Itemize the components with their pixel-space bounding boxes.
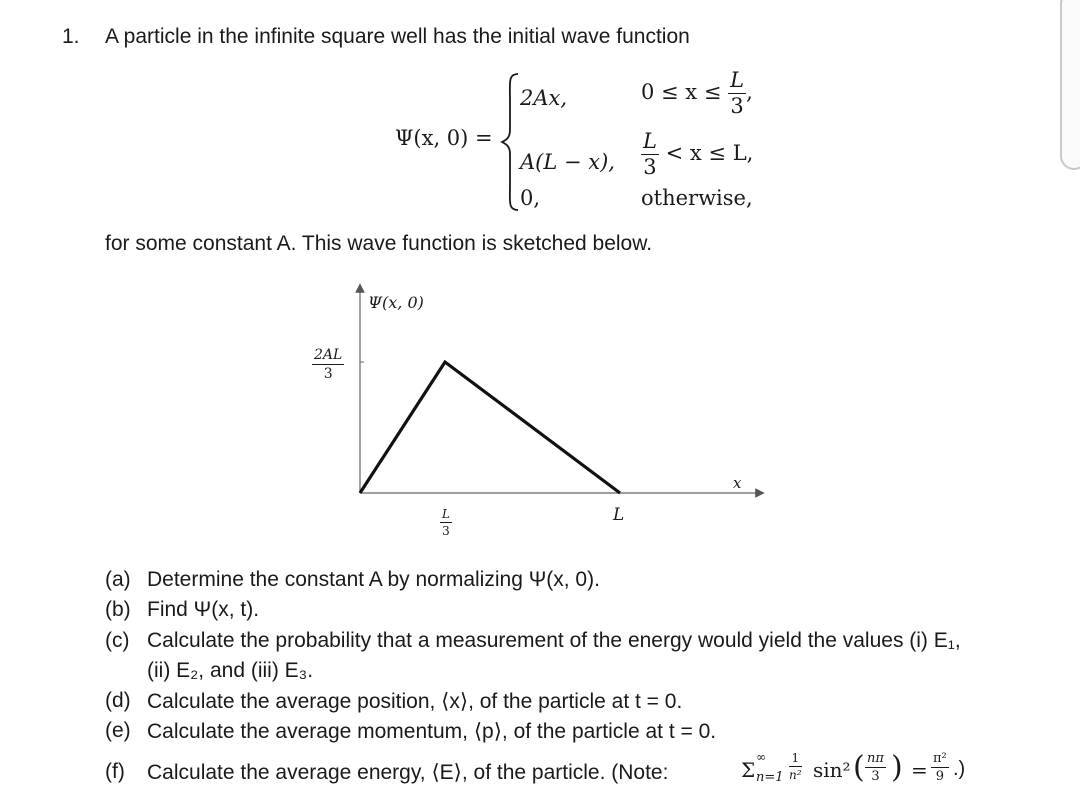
wave-function-sketch (300, 280, 770, 550)
part-a-label: (a) (105, 568, 131, 591)
part-c-text: Calculate the probability that a measurement of the energy would yield the values (i) E₁, (147, 629, 961, 652)
arg-den: 3 (871, 769, 880, 784)
case2-condition (641, 131, 753, 178)
case1-cond-num: L (730, 68, 745, 92)
case2-expr: A(L − x), (520, 150, 615, 174)
peak-label-num: 2AL (314, 347, 343, 363)
case2-cond-den: 3 (643, 155, 657, 179)
scrollbar[interactable] (1060, 0, 1080, 170)
part-b-text: Find Ψ(x, t). (147, 598, 260, 621)
case1-cond-suffix: , (746, 80, 753, 104)
sketch-tick-third (440, 508, 452, 537)
coef-num: 1 (789, 752, 802, 767)
wave-function-lhs: Ψ(x, 0) = (395, 126, 493, 150)
tick-third-den: 3 (442, 524, 450, 538)
case2-cond-num: L (643, 129, 657, 153)
coef-den: n² (789, 768, 802, 782)
part-f-label: (f) (105, 760, 125, 783)
part-c-text-line2: (ii) E₂, and (iii) E₃. (147, 659, 314, 682)
sum-sub: n=1 (756, 770, 784, 785)
rhs-num: π² (933, 751, 947, 766)
case3-expr: 0, (520, 186, 541, 210)
part-b-label: (b) (105, 598, 131, 621)
part-d-label: (d) (105, 689, 131, 712)
sketch-peak-label (312, 348, 344, 381)
case2-cond-suffix: < x ≤ L, (665, 141, 754, 165)
left-brace (500, 72, 522, 212)
sin-func: sin² (813, 758, 851, 782)
part-e-text: Calculate the average momentum, ⟨p⟩, of the particle at t = 0. (147, 720, 717, 743)
part-a-text: Determine the constant A by normalizing Ψ(x, 0). (147, 568, 600, 591)
problem-intro: A particle in the infinite square well has the initial wave function (105, 25, 690, 48)
case1-cond-den: 3 (730, 94, 744, 118)
part-e-label: (e) (105, 719, 131, 742)
part-f-text: Calculate the average energy, ⟨E⟩, of the particle. (Note: (147, 761, 669, 784)
sketch-x-label: x (733, 474, 742, 492)
peak-label-den: 3 (323, 366, 333, 382)
part-c-label: (c) (105, 629, 130, 652)
sketch-tick-end: L (613, 505, 625, 525)
tick-third-num: L (442, 507, 450, 521)
case1-condition (641, 70, 753, 117)
sketch-y-label: Ψ(x, 0) (368, 293, 424, 312)
after-text: for some constant A. This wave function is sketched below. (105, 232, 653, 255)
case3-condition: otherwise, (641, 186, 753, 210)
case1-cond-prefix: 0 ≤ x ≤ (641, 80, 722, 104)
note-end: .) (953, 758, 966, 780)
left-paren: ( (853, 750, 865, 785)
arg-num: nπ (867, 751, 884, 766)
rhs-den: 9 (935, 769, 945, 784)
right-paren: ) (891, 750, 903, 785)
case1-expr: 2Ax, (520, 86, 568, 110)
sum-symbol: Σ (741, 758, 756, 782)
wave-function-curve (360, 362, 620, 493)
equals-sign: = (911, 758, 928, 782)
part-d-text: Calculate the average position, ⟨x⟩, of the particle at t = 0. (147, 690, 683, 713)
problem-number: 1. (62, 25, 80, 48)
sum-sup: ∞ (756, 750, 766, 764)
